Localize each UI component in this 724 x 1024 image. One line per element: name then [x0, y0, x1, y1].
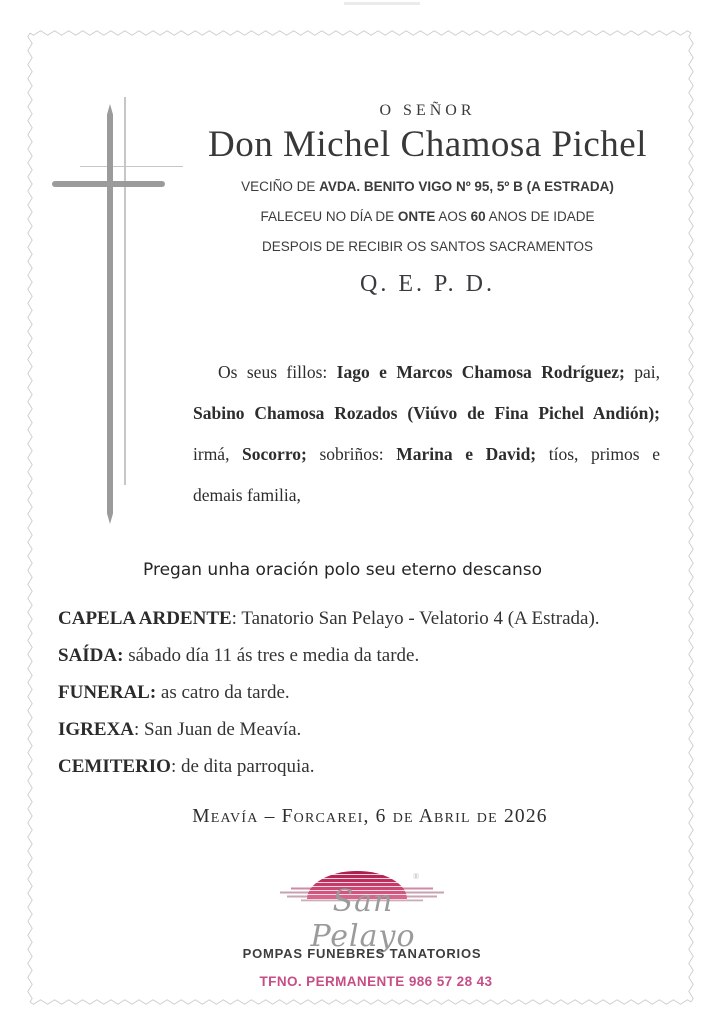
header-block — [195, 101, 660, 257]
service-value: sábado día 11 ás tres e media da tarde. — [123, 645, 420, 666]
scan-artifact — [344, 2, 420, 5]
cross-thin-vertical-line — [124, 97, 126, 485]
text-run: irmá, — [193, 444, 243, 464]
bold-text-run: Socorro; — [242, 444, 307, 464]
family-line — [193, 352, 660, 393]
family-line — [193, 434, 660, 475]
sacraments-line: DESPOIS DE RECIBIR OS SANTOS SACRAMENTOS — [261, 239, 594, 254]
text-run: pai, — [624, 362, 660, 382]
text-run: sobriños: — [306, 444, 397, 464]
death-line — [195, 206, 660, 227]
cross-thin-horizontal-line — [80, 166, 183, 167]
prayer-line: Pregan unha oración polo seu eterno descanso — [143, 560, 542, 580]
funeral-home-brand: San Pelayo — [310, 884, 416, 954]
service-label: IGREXA — [58, 719, 135, 740]
death-text: AOS — [435, 209, 471, 224]
service-label: CEMITERIO — [58, 756, 171, 777]
death-age: 60 — [470, 209, 486, 224]
text-run: demais familia, — [193, 485, 301, 505]
bold-text-run: Marina e David; — [396, 444, 537, 464]
death-text: FALECEU NO DÍA DE — [260, 209, 398, 224]
residence-address: AVDA. BENITO VIGO Nº 95, 5º B (A ESTRADA) — [319, 179, 614, 194]
registered-trademark-icon: ® — [413, 872, 420, 881]
service-label: SAÍDA: — [58, 645, 124, 666]
text-run: Os seus fillos: — [218, 362, 337, 382]
service-value: : Tanatorio San Pelayo - Velatorio 4 (A Estrada). — [231, 608, 600, 629]
bold-text-run: Sabino Chamosa Rozados (Viúvo de Fina Pichel Andión); — [193, 403, 660, 423]
place-date-line: Meavía – Forcarei, 6 de Abril de 2026 — [192, 806, 548, 827]
family-paragraph — [193, 352, 660, 516]
residence-line — [195, 176, 660, 197]
text-run: tíos, primos e — [536, 444, 660, 464]
service-row — [58, 682, 648, 704]
family-line — [193, 475, 660, 516]
service-label: FUNERAL: — [58, 682, 157, 703]
qepd-line: Q. E. P. D. — [359, 271, 495, 297]
family-line — [193, 393, 660, 434]
service-row — [58, 719, 648, 741]
funeral-home-tagline: POMPAS FUNEBRES TANATORIOS — [242, 946, 482, 961]
bold-text-run: Iago e Marcos Chamosa Rodríguez; — [336, 362, 625, 382]
cross-vertical-bar — [107, 104, 113, 524]
residence-prefix: VECIÑO DE — [241, 179, 320, 194]
deceased-name: Don Michel Chamosa Pichel — [208, 124, 647, 165]
funeral-home-phone: TFNO. PERMANENTE 986 57 28 43 — [259, 974, 493, 989]
service-label: CAPELA ARDENTE — [58, 608, 232, 629]
service-details — [58, 608, 648, 793]
service-value: as catro da tarde. — [156, 682, 290, 703]
service-value: : San Juan de Meavía. — [134, 719, 302, 740]
death-day: ONTE — [397, 209, 436, 224]
cross-horizontal-bar — [52, 181, 165, 187]
service-row — [58, 608, 648, 630]
service-value: : de dita parroquia. — [170, 756, 315, 777]
pretitle: O SEÑOR — [379, 102, 476, 119]
service-row — [58, 645, 648, 667]
service-row — [58, 756, 648, 778]
death-text: ANOS DE IDADE — [485, 209, 595, 224]
